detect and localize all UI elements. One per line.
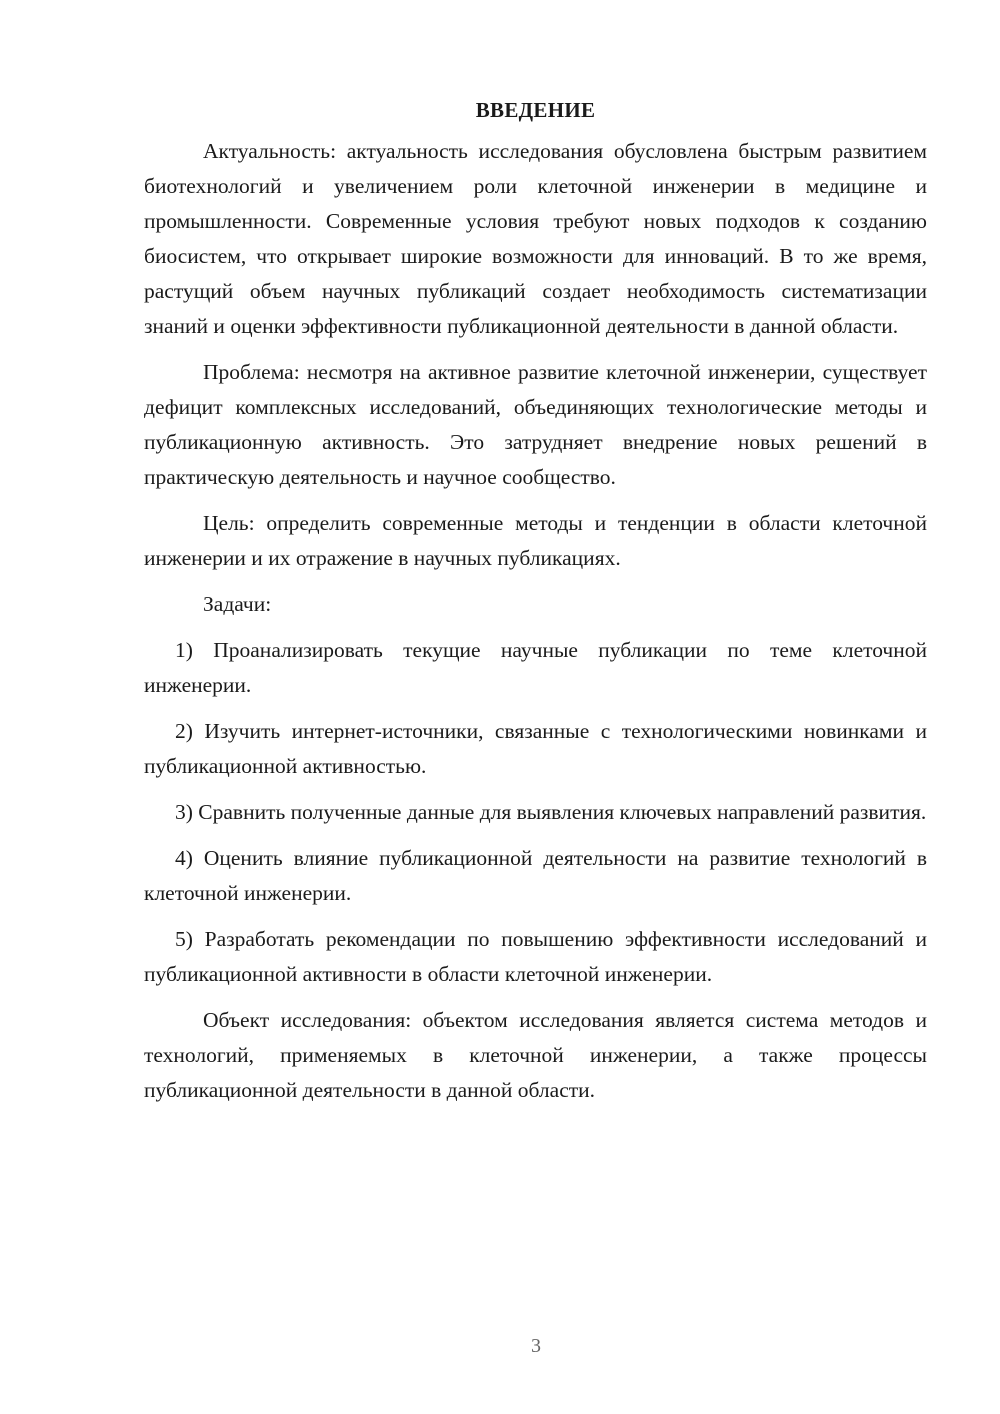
paragraph-problem: Проблема: несмотря на активное развитие клеточной инженерии, существует дефицит комплексных исследований, объединяющих технологические методы и публикационную активность. Это затрудняет внедрение новых решений в практическую деятельность и научное сообщество. xyxy=(144,360,927,489)
page-number: 3 xyxy=(531,1335,541,1357)
task-item-4: 4) Оценить влияние публикационной деятельности на развитие технологий в клеточной инженерии. xyxy=(144,846,927,905)
paragraph-relevance: Актуальность: актуальность исследования обусловлена быстрым развитием биотехнологий и увеличением роли клеточной инженерии в медицине и промышленности. Современные условия требуют новых подходов к созданию биосистем, что открывает широкие возможности для инноваций. В то же время, растущий объем научных публикаций создает необходимость систематизации знаний и оценки эффективности публикационной деятельности в данной области. xyxy=(144,139,927,338)
section-heading: ВВЕДЕНИЕ xyxy=(475,98,596,122)
tasks-label: Задачи: xyxy=(203,592,272,616)
task-item-5: 5) Разработать рекомендации по повышению эффективности исследований и публикационной активности в области клеточной инженерии. xyxy=(144,927,927,986)
paragraph-object: Объект исследования: объектом исследования является система методов и технологий, применяемых в клеточной инженерии, а также процессы публикационной деятельности в данной области. xyxy=(144,1008,927,1102)
paragraph-goal: Цель: определить современные методы и тенденции в области клеточной инженерии и их отражение в научных публикациях. xyxy=(144,511,927,570)
document-page xyxy=(144,96,927,1119)
task-item-3: 3) Сравнить полученные данные для выявления ключевых направлений развития. xyxy=(175,800,927,824)
task-item-1: 1) Проанализировать текущие научные публикации по теме клеточной инженерии. xyxy=(144,638,927,697)
task-item-2: 2) Изучить интернет-источники, связанные с технологическими новинками и публикационной активностью. xyxy=(144,719,927,778)
